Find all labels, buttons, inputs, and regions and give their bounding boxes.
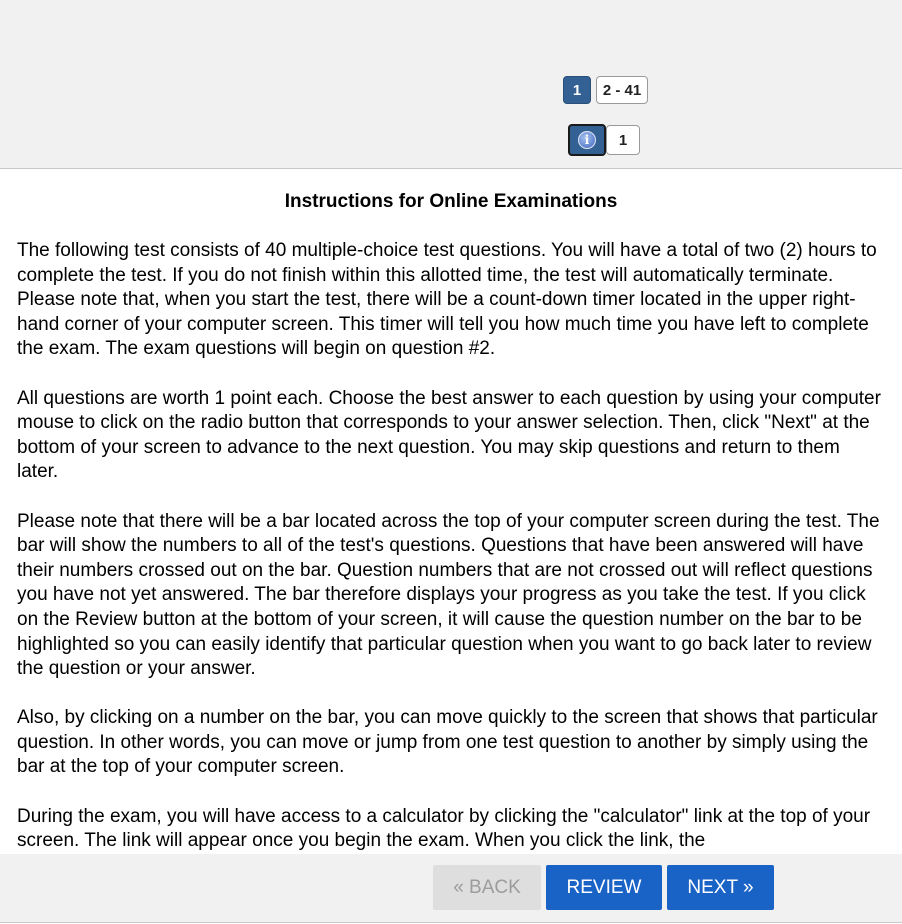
review-button[interactable]: REVIEW bbox=[546, 865, 662, 910]
instructions-paragraph-1: The following test consists of 40 multiple-choice test questions. You will have a total of two (2) hours to complete the test. If you do not finish within this allotted time, the test will automatically terminate. Please note that, when you start the test, there will be a count-down timer located in the upper right-hand corner of your computer screen. This timer will tell you how much time you have left to complete the exam. The exam questions will begin on question #2. bbox=[17, 240, 877, 360]
question-number-1[interactable]: 1 bbox=[606, 125, 640, 155]
section-tab-1[interactable]: 1 bbox=[563, 76, 591, 104]
instructions-paragraph-3: Please note that there will be a bar located across the top of your computer screen during the test. The bar will show the numbers to all of the test's questions. Questions that have been answered will have their numbers crossed out on the bar. Question numbers that are not crossed out will reflect questions you have not yet answered. The bar therefore displays your progress as you take the test. If you click on the Review button at the bottom of your screen, it will cause the question number on the bar to be highlighted so you can easily identify that particular question when you want to go back later to review the question or your answer. bbox=[17, 510, 880, 680]
question-number-bar bbox=[568, 124, 640, 156]
next-button[interactable]: NEXT » bbox=[667, 865, 774, 910]
instructions-paragraph-2: All questions are worth 1 point each. Choose the best answer to each question by using your computer mouse to click on the radio button that corresponds to your answer selection. Then, click "Next" at the bottom of your screen to advance to the next question. You may skip questions and return to them later. bbox=[17, 387, 881, 483]
footer-nav bbox=[0, 854, 902, 923]
instructions-button[interactable] bbox=[568, 124, 606, 156]
instructions-content bbox=[17, 188, 885, 854]
info-icon: i bbox=[578, 131, 596, 149]
back-button[interactable]: « BACK bbox=[433, 865, 541, 910]
section-selector bbox=[563, 76, 648, 104]
section-tab-2-41[interactable]: 2 - 41 bbox=[596, 76, 648, 104]
page-title: Instructions for Online Examinations bbox=[284, 191, 618, 212]
instructions-paragraph-5: During the exam, you will have access to a calculator by clicking the "calculator" link at the top of your screen. The link will appear once you begin the exam. When you click the link, the bbox=[17, 805, 871, 852]
question-navigation-bar bbox=[0, 0, 902, 169]
instructions-paragraph-4: Also, by clicking on a number on the bar, you can move quickly to the screen that shows that particular question. In other words, you can move or jump from one test question to another by simply using the bar at the top of your computer screen. bbox=[17, 707, 878, 778]
